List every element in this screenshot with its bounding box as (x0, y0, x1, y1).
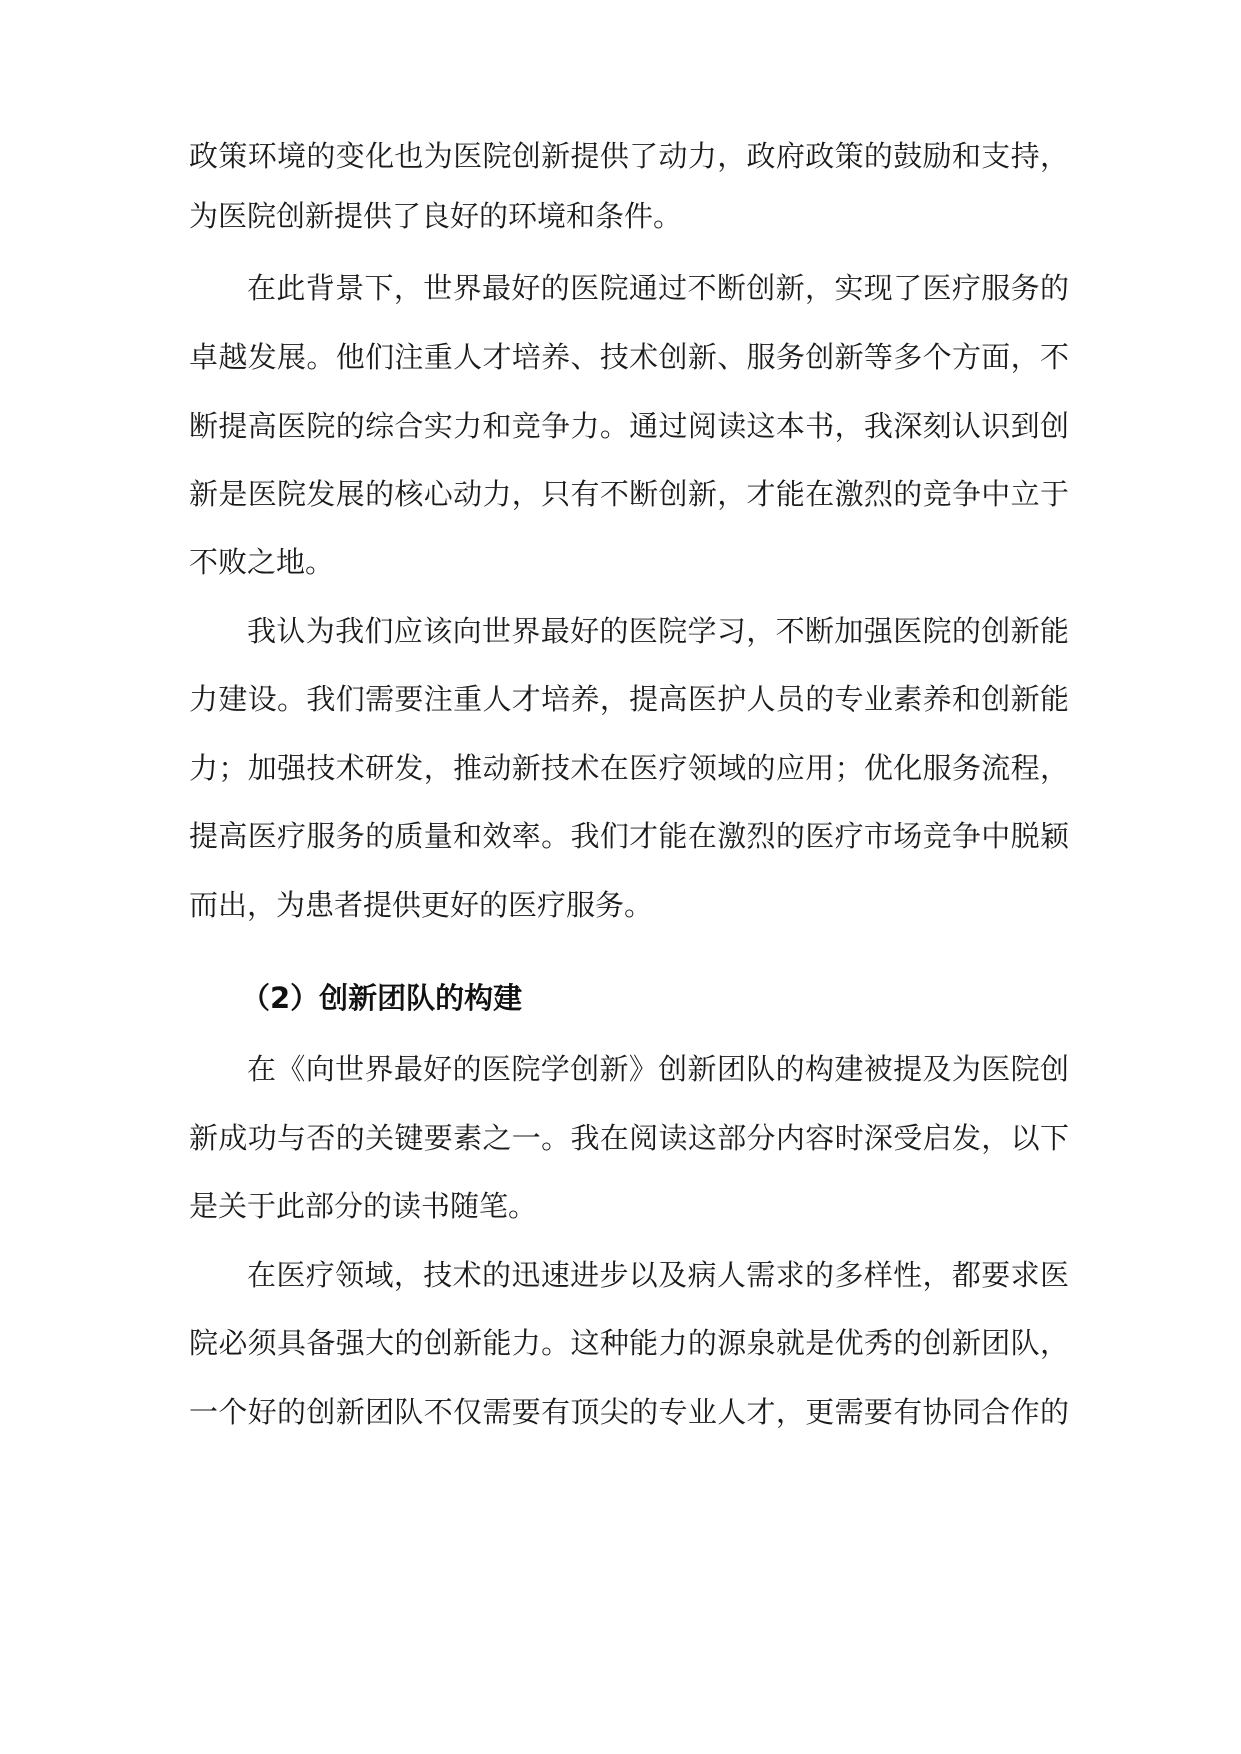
section-heading: （2）创新团队的构建 (241, 981, 523, 1015)
text-line: 院必须具备强大的创新能力。这种能力的源泉就是优秀的创新团队， (189, 1326, 1069, 1360)
text-line: 在医疗领域，技术的迅速进步以及病人需求的多样性，都要求医 (247, 1258, 1069, 1292)
text-line: 我认为我们应该向世界最好的医院学习，不断加强医院的创新能 (247, 614, 1069, 648)
text-line: 卓越发展。他们注重人才培养、技术创新、服务创新等多个方面，不 (189, 340, 1069, 374)
text-line: 在此背景下，世界最好的医院通过不断创新，实现了医疗服务的 (247, 271, 1069, 305)
text-line: 新是医院发展的核心动力，只有不断创新，才能在激烈的竞争中立于 (189, 477, 1069, 511)
text-line: 断提高医院的综合实力和竞争力。通过阅读这本书，我深刻认识到创 (189, 409, 1069, 443)
text-line: 在《向世界最好的医院学创新》创新团队的构建被提及为医院创 (247, 1052, 1069, 1086)
text-line: 力建设。我们需要注重人才培养，提高医护人员的专业素养和创新能 (189, 682, 1069, 716)
text-line: 一个好的创新团队不仅需要有顶尖的专业人才，更需要有协同合作的 (189, 1395, 1069, 1429)
text-line: 而出，为患者提供更好的医疗服务。 (189, 888, 654, 922)
text-line: 提高医疗服务的质量和效率。我们才能在激烈的医疗市场竞争中脱颖 (189, 819, 1069, 853)
text-line: 不败之地。 (189, 545, 335, 579)
text-line: 是关于此部分的读书随笔。 (189, 1189, 538, 1223)
text-line: 为医院创新提供了良好的环境和条件。 (189, 199, 683, 233)
text-line: 力；加强技术研发，推动新技术在医疗领域的应用；优化服务流程， (189, 751, 1069, 785)
text-line: 新成功与否的关键要素之一。我在阅读这部分内容时深受启发，以下 (189, 1121, 1069, 1155)
text-line: 政策环境的变化也为医院创新提供了动力，政府政策的鼓励和支持， (189, 139, 1069, 173)
